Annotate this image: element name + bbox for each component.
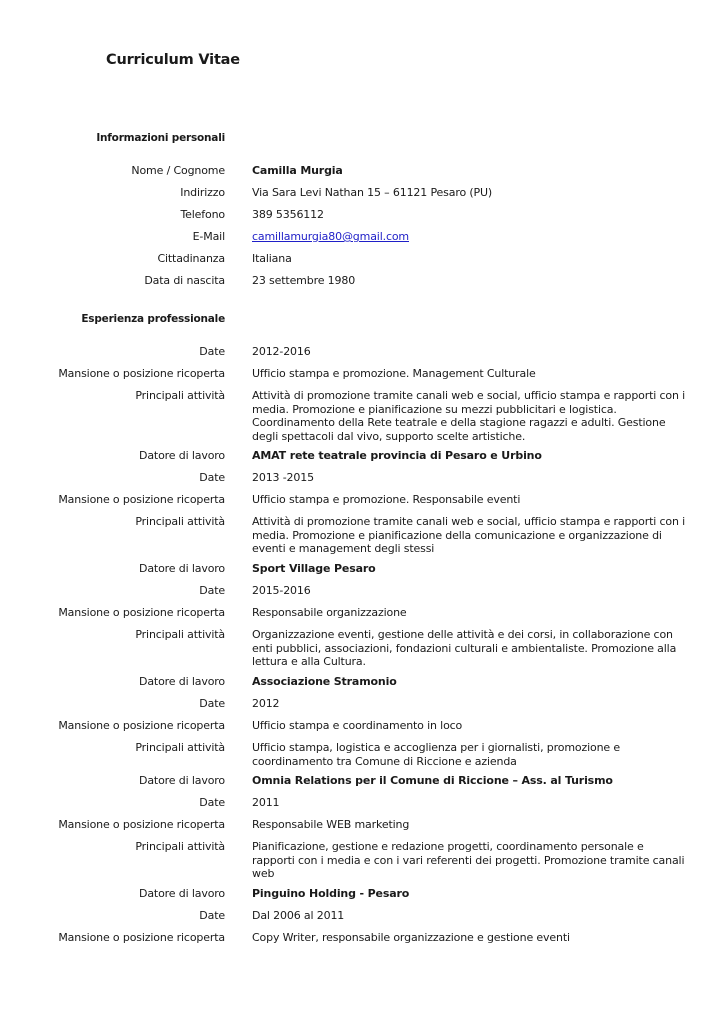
job-date: 2011 — [252, 796, 280, 809]
activities-label: Principali attività — [135, 515, 225, 528]
job-activities: Organizzazione eventi, gestione delle attività e dei corsi, in collaborazione con enti pubblici, associazioni, fondazioni culturali e ambientaliste. Promozione alla lettura e alla Cultura. — [252, 628, 677, 669]
role-label: Mansione o posizione ricoperta — [58, 719, 225, 732]
job-role: Responsabile WEB marketing — [252, 818, 410, 831]
employer-label: Datore di lavoro — [139, 449, 225, 462]
job-employer: Omnia Relations per il Comune di Riccione – Ass. al Turismo — [252, 774, 613, 787]
job-employer: Sport Village Pesaro — [252, 562, 376, 575]
activities-label: Principali attività — [135, 628, 225, 641]
field-label: Telefono — [180, 208, 225, 221]
job-role: Ufficio stampa e promozione. Responsabile eventi — [252, 493, 521, 506]
job-date: 2012 — [252, 697, 280, 710]
job-activities: Attività di promozione tramite canali web e social, ufficio stampa e rapporti con i media. Promozione e pianificazione della comunicazione e organizzazione di eventi e management degli stessi — [252, 515, 686, 556]
job-role: Copy Writer, responsabile organizzazione e gestione eventi — [252, 931, 570, 944]
job-employer: Pinguino Holding - Pesaro — [252, 887, 410, 900]
job-role: Ufficio stampa e promozione. Management Culturale — [252, 367, 536, 380]
role-label: Mansione o posizione ricoperta — [58, 606, 225, 619]
job-role: Responsabile organizzazione — [252, 606, 407, 619]
date-label: Date — [199, 697, 225, 710]
full-name: Camilla Murgia — [252, 164, 343, 177]
job-date: Dal 2006 al 2011 — [252, 909, 345, 922]
field-label: E-Mail — [192, 230, 225, 243]
date-label: Date — [199, 471, 225, 484]
employer-label: Datore di lavoro — [139, 887, 225, 900]
experience-heading: Esperienza professionale — [81, 313, 225, 325]
email-value-cell — [252, 230, 688, 244]
employer-label: Datore di lavoro — [139, 675, 225, 688]
email-link[interactable]: camillamurgia80@gmail.com — [252, 230, 409, 243]
job-employer: Associazione Stramonio — [252, 675, 397, 688]
personal-info-heading: Informazioni personali — [96, 132, 225, 144]
job-date: 2012-2016 — [252, 345, 311, 358]
date-label: Date — [199, 345, 225, 358]
activities-label: Principali attività — [135, 741, 225, 754]
activities-label: Principali attività — [135, 389, 225, 402]
job-role: Ufficio stampa e coordinamento in loco — [252, 719, 463, 732]
field-label: Nome / Cognome — [131, 164, 225, 177]
role-label: Mansione o posizione ricoperta — [58, 367, 225, 380]
birthdate-value: 23 settembre 1980 — [252, 274, 356, 287]
address-value: Via Sara Levi Nathan 15 – 61121 Pesaro (PU) — [252, 186, 493, 199]
job-activities: Ufficio stampa, logistica e accoglienza per i giornalisti, promozione e coordinamento tra Comune di Riccione e azienda — [252, 741, 620, 768]
field-label: Data di nascita — [144, 274, 225, 287]
employer-label: Datore di lavoro — [139, 562, 225, 575]
date-label: Date — [199, 584, 225, 597]
role-label: Mansione o posizione ricoperta — [58, 493, 225, 506]
employer-label: Datore di lavoro — [139, 774, 225, 787]
date-label: Date — [199, 909, 225, 922]
role-label: Mansione o posizione ricoperta — [58, 931, 225, 944]
job-date: 2013 -2015 — [252, 471, 314, 484]
role-label: Mansione o posizione ricoperta — [58, 818, 225, 831]
date-label: Date — [199, 796, 225, 809]
field-label: Cittadinanza — [157, 252, 225, 265]
job-activities: Pianificazione, gestione e redazione progetti, coordinamento personale e rapporti con i media e con i vari referenti dei progetti. Promozione tramite canali web — [252, 840, 685, 881]
job-employer: AMAT rete teatrale provincia di Pesaro e Urbino — [252, 449, 542, 462]
phone-value: 389 5356112 — [252, 208, 324, 221]
field-label: Indirizzo — [180, 186, 225, 199]
citizenship-value: Italiana — [252, 252, 292, 265]
job-activities: Attività di promozione tramite canali web e social, ufficio stampa e rapporti con i media. Promozione e pianificazione su mezzi pubblicitari e logistica. Coordinamento della Rete teatrale e della stagione ragazzi e adulti. Gestione degli spettacoli dal vivo, supporto scelte artistiche. — [252, 389, 686, 443]
job-date: 2015-2016 — [252, 584, 311, 597]
activities-label: Principali attività — [135, 840, 225, 853]
document-title: Curriculum Vitae — [106, 52, 240, 68]
